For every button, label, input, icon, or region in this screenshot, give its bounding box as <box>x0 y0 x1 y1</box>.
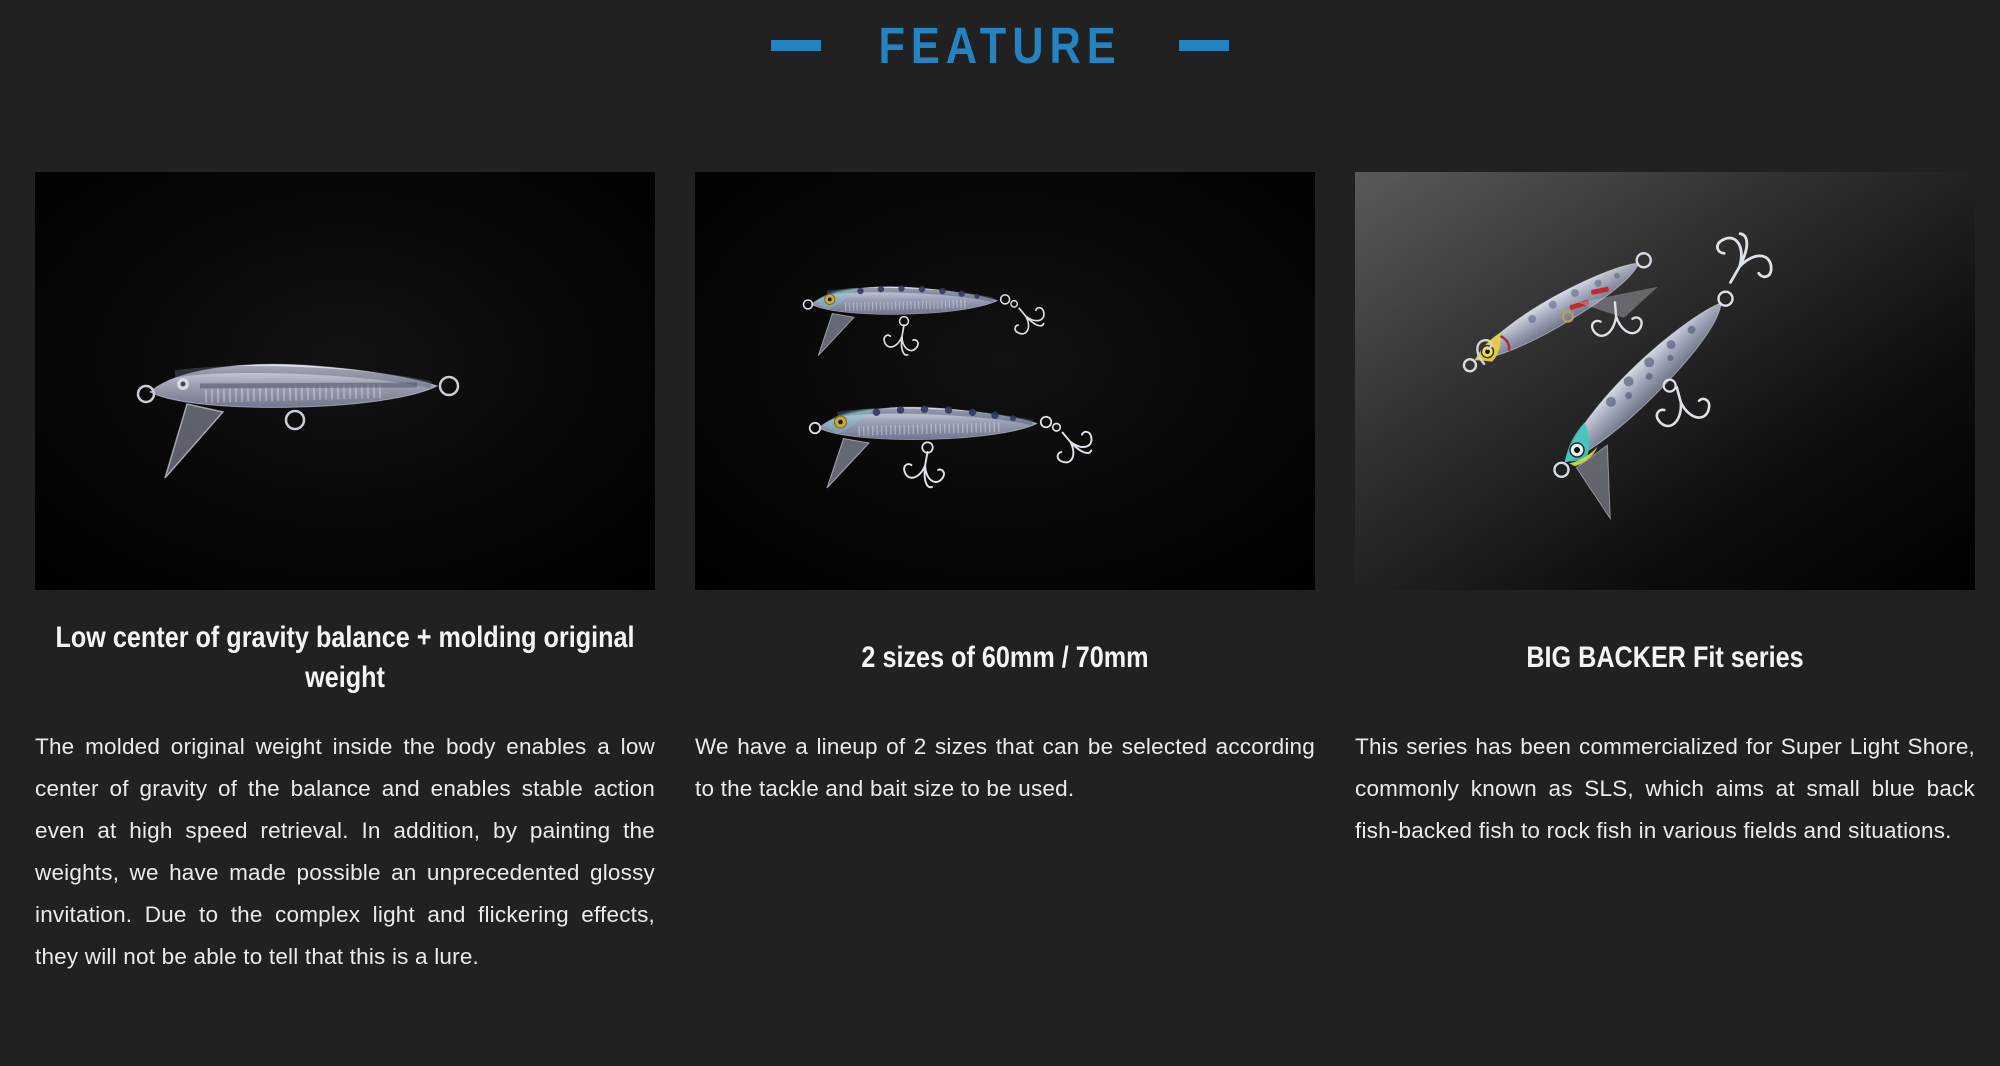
feature-card-series <box>1355 172 1975 1001</box>
feature-heading: BIG BACKER Fit series <box>1526 640 1804 674</box>
feature-heading: Low center of gravity balance + molding original weight <box>55 620 635 694</box>
title-dash-left <box>771 40 821 51</box>
section-title: FEATURE <box>878 16 1122 74</box>
feature-card-sizes <box>695 172 1315 1001</box>
two-sizes-lures-image <box>695 172 1315 590</box>
series-lures-image <box>1355 172 1975 590</box>
feature-description: We have a lineup of 2 sizes that can be selected according to the tackle and bait size to be used. <box>695 734 1315 801</box>
feature-heading: 2 sizes of 60mm / 70mm <box>861 640 1149 674</box>
feature-description: This series has been commercialized for Super Light Shore, commonly known as SLS, which aims at small blue back fish-backed fish to rock fish in various fields and situations. <box>1355 734 1975 843</box>
feature-description: The molded original weight inside the body enables a low center of gravity of the balance and enables stable action even at high speed retrieval. In addition, by painting the weights, we have made possible an unprecedented glossy invitation. Due to the complex light and flickering effects, they will not be able to tell that this is a lure. <box>35 734 655 969</box>
feature-cards-row <box>35 172 1975 1001</box>
feature-card-weight <box>35 172 655 1001</box>
section-header <box>0 12 2000 78</box>
title-dash-right <box>1179 40 1229 51</box>
clear-lure-image <box>35 172 655 590</box>
